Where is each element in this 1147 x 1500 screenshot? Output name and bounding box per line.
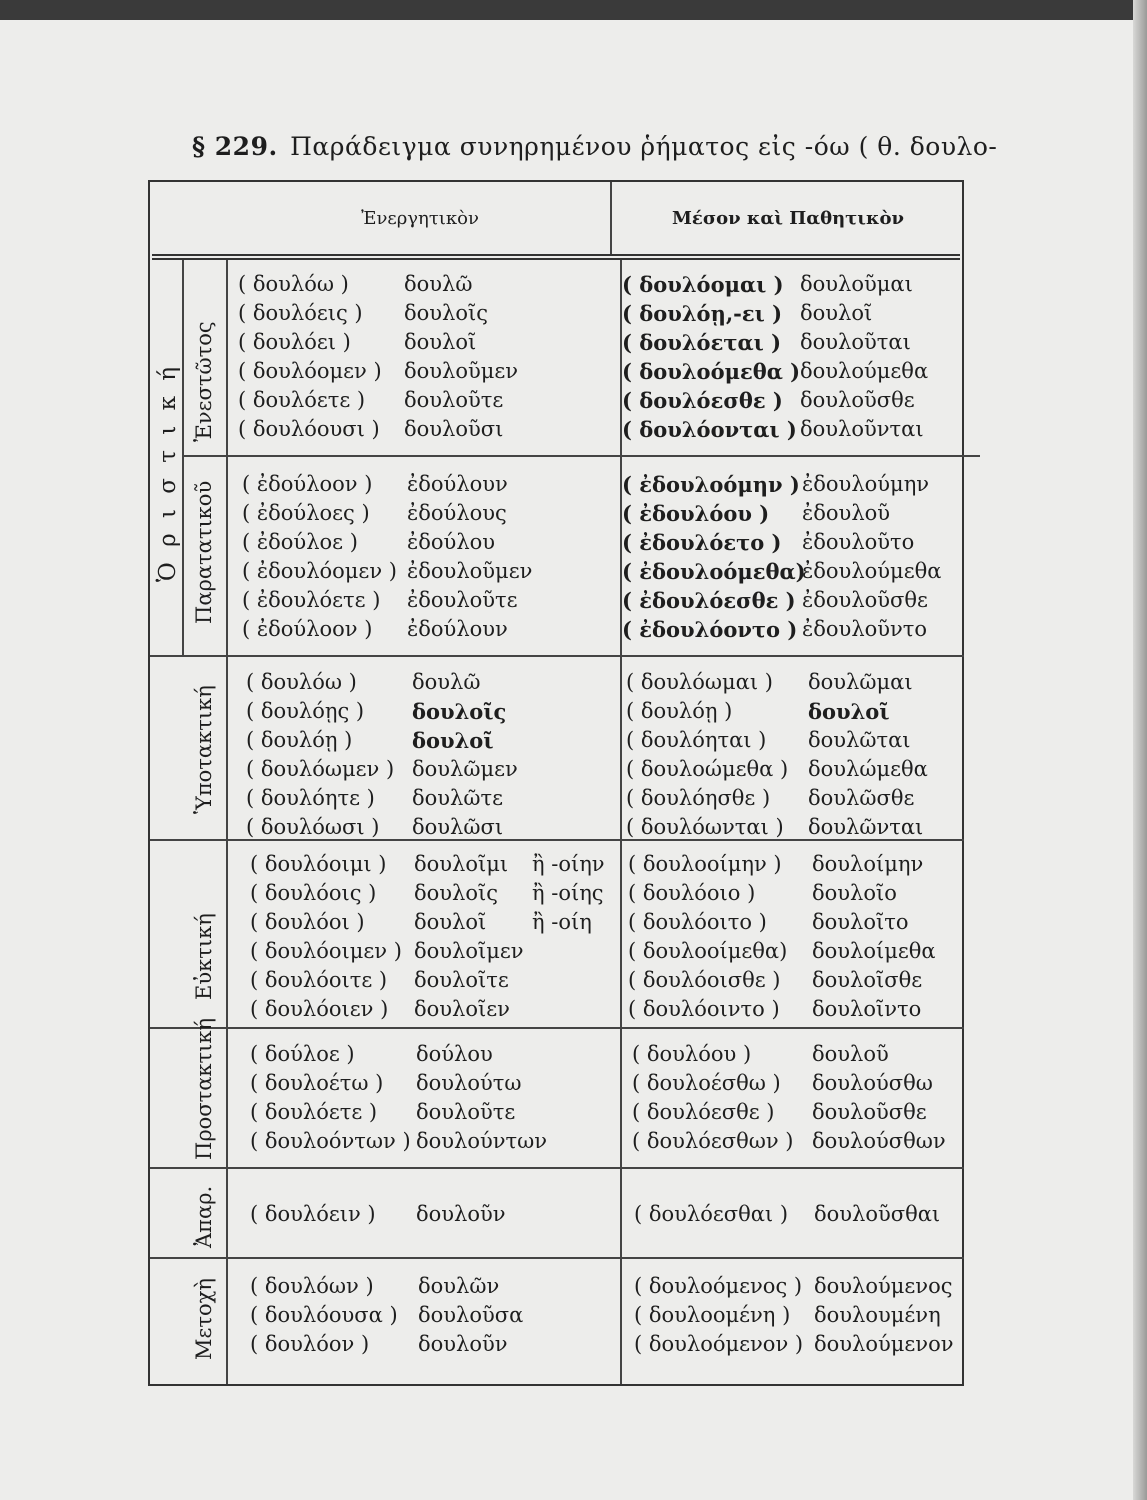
form-cell: ( ἐδουλοόμεθα) — [622, 559, 806, 584]
form-cell: δουλοῖσθε — [812, 968, 923, 992]
form-cell: δουλούμενον — [814, 1332, 954, 1356]
form-cell: ἢ -οίης — [532, 881, 604, 905]
form-cell: ( δουλοέσθω ) — [632, 1071, 781, 1095]
form-cell: δούλου — [416, 1042, 493, 1066]
mood-label-efktiki: Εὐκτική — [192, 913, 216, 1000]
form-cell: δουλοῖεν — [414, 997, 510, 1021]
middle-metochi-uncontracted — [634, 1272, 803, 1359]
form-cell: δουλοῖντο — [812, 997, 922, 1021]
form-cell: δουλῶ — [404, 272, 473, 296]
form-cell: δουλοῦτε — [416, 1100, 516, 1124]
form-cell: δουλῶσι — [412, 815, 504, 839]
form-cell: δουλοῖ — [412, 728, 494, 753]
form-cell: ( δουλόεσθε ) — [632, 1100, 775, 1124]
form-cell: ( ἐδουλόεσθε ) — [622, 588, 796, 613]
section-title: Παράδειγμα συνηρημένου ῥήματος εἰς -όω ( θ. δουλο- — [290, 132, 998, 161]
hline-oristiki-end — [150, 655, 964, 657]
form-cell: ( δουλόοιτο ) — [628, 910, 767, 934]
form-cell: ( δουλόητε ) — [246, 786, 375, 810]
active-ypotaktiki-contracted — [412, 668, 518, 842]
form-cell: ( δουλοόντων ) — [250, 1129, 411, 1153]
form-cell: ( δουλοομένη ) — [634, 1303, 791, 1327]
form-cell: ( δουλοόμενος ) — [634, 1274, 803, 1298]
form-cell: δουλοῖ — [404, 330, 477, 354]
form-cell: δουλουμένη — [814, 1303, 941, 1327]
middle-aparemfato-uncontracted — [634, 1200, 788, 1229]
active-prostaktiki-uncontracted — [250, 1040, 411, 1156]
form-cell: ( δουλόονται ) — [622, 417, 797, 442]
form-cell: δουλοῖς — [404, 301, 488, 325]
form-cell: δουλοῦμαι — [800, 272, 913, 296]
middle-efktiki-uncontracted — [628, 850, 787, 1024]
middle-enestotos-uncontracted — [622, 270, 800, 444]
form-cell: δουλοῦ — [812, 1042, 889, 1066]
form-cell: ( δουλόου ) — [632, 1042, 752, 1066]
form-cell: ( δουλόω ) — [238, 272, 349, 296]
form-cell: δουλοῦμεν — [404, 359, 519, 383]
section-number: § 229. — [192, 132, 278, 161]
form-cell: δουλοῖτε — [414, 968, 509, 992]
vline-mood-outer — [182, 260, 184, 655]
active-aparemfato-uncontracted — [250, 1200, 376, 1229]
form-cell: ( δουλόῃ,-ει ) — [622, 301, 783, 326]
form-cell: δουλοῦται — [800, 330, 911, 354]
form-cell: ( δουλοοίμην ) — [628, 852, 782, 876]
form-cell: ( δουλόεσθαι ) — [634, 1202, 789, 1226]
form-cell: ἐδουλοῦτε — [407, 588, 518, 612]
tense-label-enestotos: Ἐνεστῶτος — [192, 321, 216, 442]
active-paratatikos-contracted — [407, 470, 532, 644]
middle-metochi-contracted — [814, 1272, 953, 1359]
form-cell: δουλούμενος — [814, 1274, 953, 1298]
form-cell: ( δουλόῃς ) — [246, 699, 365, 723]
form-cell: δουλῶσθε — [808, 786, 915, 810]
form-cell: ( δουλόοις ) — [250, 881, 377, 905]
form-cell: ( δουλόειν ) — [250, 1202, 376, 1226]
form-cell: ( δουλόεις ) — [238, 301, 363, 325]
form-cell: ( δουλόεσθε ) — [622, 388, 783, 413]
form-cell: δουλῶμεν — [412, 757, 518, 781]
form-cell: δουλούντων — [416, 1129, 548, 1153]
hline-enestotos-end — [182, 455, 980, 457]
conjugation-table — [148, 180, 964, 1386]
form-cell: ( δουλόεται ) — [622, 330, 782, 355]
form-cell: ( δουλόωμαι ) — [626, 670, 773, 694]
middle-paratatikos-contracted — [802, 470, 941, 644]
middle-ypotaktiki-contracted — [808, 668, 928, 842]
form-cell: ( δουλόοιμι ) — [250, 852, 387, 876]
form-cell: ( ἐδουλόετο ) — [622, 530, 782, 555]
form-cell: ( δουλοόμεθα ) — [622, 359, 801, 384]
mood-label-oristiki: Ὁ ρ ι σ τ ι κ ή — [155, 362, 181, 582]
form-cell: ( δουλόηται ) — [626, 728, 767, 752]
form-cell: δουλοῖμεν — [414, 939, 524, 963]
form-cell: ( δουλοώμεθα ) — [626, 757, 789, 781]
scan-right-edge — [1133, 0, 1147, 1500]
form-cell: ἐδούλους — [407, 501, 507, 525]
form-cell: δουλοῦν — [418, 1332, 508, 1356]
scan-top-edge — [0, 0, 1147, 20]
tense-label-paratatikos: Παρατατικοῦ — [192, 480, 216, 624]
form-cell: ( δουλοοίμεθα) — [628, 939, 788, 963]
active-prostaktiki-contracted — [416, 1040, 547, 1156]
form-cell: δουλοῦτε — [404, 388, 504, 412]
middle-prostaktiki-uncontracted — [632, 1040, 794, 1156]
form-cell: ( δουλόωμεν ) — [246, 757, 395, 781]
form-cell: δουλῶμαι — [808, 670, 913, 694]
form-cell: ἐδουλούμεθα — [802, 559, 942, 583]
active-paratatikos-uncontracted — [242, 470, 397, 644]
form-cell: ( δουλόομαι ) — [622, 272, 784, 297]
form-cell: δουλοῖμι — [414, 852, 509, 876]
middle-efktiki-contracted — [812, 850, 936, 1024]
form-cell: ( δουλόοιεν ) — [250, 997, 389, 1021]
form-cell: ( ἐδουλοόμην ) — [622, 472, 800, 497]
form-cell: ἐδουλοῦ — [802, 501, 891, 525]
mood-label-prostaktiki: Προστακτική — [192, 1017, 216, 1160]
form-cell: δουλοῦσθαι — [814, 1202, 941, 1226]
middle-enestotos-contracted — [800, 270, 928, 444]
form-cell: δουλῶν — [418, 1274, 500, 1298]
form-cell: ἐδουλούμην — [802, 472, 930, 496]
mood-label-aparemfato: Ἀπαρ. — [192, 1185, 216, 1248]
form-cell: ( δουλόετε ) — [238, 388, 366, 412]
form-cell: δουλῶνται — [808, 815, 924, 839]
vline-label-column — [226, 260, 228, 1384]
form-cell: ( δουλόῃ ) — [246, 728, 353, 752]
hline-aparemfato-end — [150, 1257, 964, 1259]
form-cell: ( δουλόοιντο ) — [628, 997, 780, 1021]
form-cell: ( δουλόοισθε ) — [628, 968, 781, 992]
form-cell: ( δουλόω ) — [246, 670, 357, 694]
form-cell: ( ἐδουλόου ) — [622, 501, 770, 526]
form-cell: ( ἐδουλόοντο ) — [622, 617, 798, 642]
form-cell: ( ἐδούλοε ) — [242, 530, 358, 554]
form-cell: ( δουλόετε ) — [250, 1100, 378, 1124]
hline-efktiki-end — [150, 1027, 964, 1029]
form-cell: δουλοῦν — [416, 1202, 506, 1226]
form-cell: ἐδούλουν — [407, 617, 508, 641]
hline-prostaktiki-end — [150, 1167, 964, 1169]
form-cell: δουλοίμην — [812, 852, 924, 876]
active-metochi-contracted — [418, 1272, 523, 1359]
form-cell: δουλοῖς — [412, 699, 507, 724]
form-cell: δουλοῦσα — [418, 1303, 524, 1327]
header-rule-bottom — [152, 258, 960, 260]
form-cell: δουλοίμεθα — [812, 939, 936, 963]
form-cell: δουλοῖτο — [812, 910, 909, 934]
form-cell: ( δουλόοιμεν ) — [250, 939, 402, 963]
form-cell: ( δουλόωσι ) — [246, 815, 380, 839]
mood-label-ypotaktiki: Ὑποτακτική — [192, 685, 216, 814]
middle-ypotaktiki-uncontracted — [626, 668, 788, 842]
middle-voice-header: Μέσον καὶ Παθητικὸν — [672, 208, 904, 229]
form-cell: ( δουλόωνται ) — [626, 815, 784, 839]
form-cell: ( δουλόει ) — [238, 330, 351, 354]
form-cell: ( δούλοε ) — [250, 1042, 355, 1066]
middle-prostaktiki-contracted — [812, 1040, 946, 1156]
active-efktiki-alternative — [532, 850, 605, 937]
active-efktiki-uncontracted — [250, 850, 402, 1024]
form-cell: δουλοῦνται — [800, 417, 924, 441]
section-heading — [192, 132, 997, 161]
form-cell: ( δουλόομεν ) — [238, 359, 382, 383]
form-cell: ἐδουλοῦσθε — [802, 588, 928, 612]
form-cell: δουλῶτε — [412, 786, 503, 810]
form-cell: δουλοῖ — [414, 910, 487, 934]
form-cell: ( δουλόοιο ) — [628, 881, 756, 905]
form-cell: ( ἐδούλοον ) — [242, 472, 373, 496]
form-cell: ἐδουλοῦμεν — [407, 559, 533, 583]
form-cell: ( δουλόουσα ) — [250, 1303, 398, 1327]
mood-label-metochi: Μετοχὴ — [192, 1278, 216, 1360]
form-cell: ἐδουλοῦτο — [802, 530, 915, 554]
active-voice-header: Ἐνεργητικὸν — [361, 208, 479, 229]
form-cell: ( δουλόον ) — [250, 1332, 370, 1356]
form-cell: δουλοῖο — [812, 881, 897, 905]
active-enestotos-contracted — [404, 270, 518, 444]
form-cell: ( ἐδούλοες ) — [242, 501, 370, 525]
form-cell: δουλῶται — [808, 728, 911, 752]
middle-paratatikos-uncontracted — [622, 470, 806, 644]
form-cell: δουλούσθω — [812, 1071, 933, 1095]
middle-aparemfato-contracted — [814, 1200, 940, 1229]
active-enestotos-uncontracted — [238, 270, 382, 444]
form-cell: ( δουλόων ) — [250, 1274, 374, 1298]
form-cell: ( ἐδουλόετε ) — [242, 588, 381, 612]
form-cell: ( δουλόεσθων ) — [632, 1129, 794, 1153]
form-cell: δουλοῦσθε — [800, 388, 915, 412]
form-cell: δουλοῖς — [414, 881, 498, 905]
form-cell: ( δουλόουσι ) — [238, 417, 380, 441]
form-cell: ἢ -οίην — [532, 852, 605, 876]
active-ypotaktiki-uncontracted — [246, 668, 394, 842]
form-cell: δουλοῖ — [808, 699, 890, 724]
form-cell: ἐδούλουν — [407, 472, 508, 496]
form-cell: ἐδούλου — [407, 530, 496, 554]
form-cell: ( δουλοόμενον ) — [634, 1332, 804, 1356]
form-cell: δουλῶ — [412, 670, 481, 694]
active-metochi-uncontracted — [250, 1272, 398, 1359]
form-cell: ( δουλόοιτε ) — [250, 968, 388, 992]
form-cell: δουλοῖ — [800, 301, 873, 325]
form-cell: δουλούσθων — [812, 1129, 946, 1153]
form-cell: ( δουλόησθε ) — [626, 786, 771, 810]
form-cell: ( ἐδούλοον ) — [242, 617, 373, 641]
active-efktiki-contracted — [414, 850, 524, 1024]
form-cell: ἐδουλοῦντο — [802, 617, 928, 641]
form-cell: δουλούτω — [416, 1071, 522, 1095]
form-cell: ( δουλόῃ ) — [626, 699, 733, 723]
form-cell: ( δουλόοι ) — [250, 910, 365, 934]
form-cell: δουλούμεθα — [800, 359, 929, 383]
header-rule-top — [152, 254, 960, 256]
form-cell: δουλοῦσι — [404, 417, 504, 441]
form-cell: ( δουλοέτω ) — [250, 1071, 384, 1095]
active-aparemfato-contracted — [416, 1200, 506, 1229]
form-cell: ( ἐδουλόομεν ) — [242, 559, 397, 583]
form-cell: δουλοῦσθε — [812, 1100, 927, 1124]
form-cell: ἢ -οίη — [532, 910, 592, 934]
form-cell: δουλώμεθα — [808, 757, 928, 781]
